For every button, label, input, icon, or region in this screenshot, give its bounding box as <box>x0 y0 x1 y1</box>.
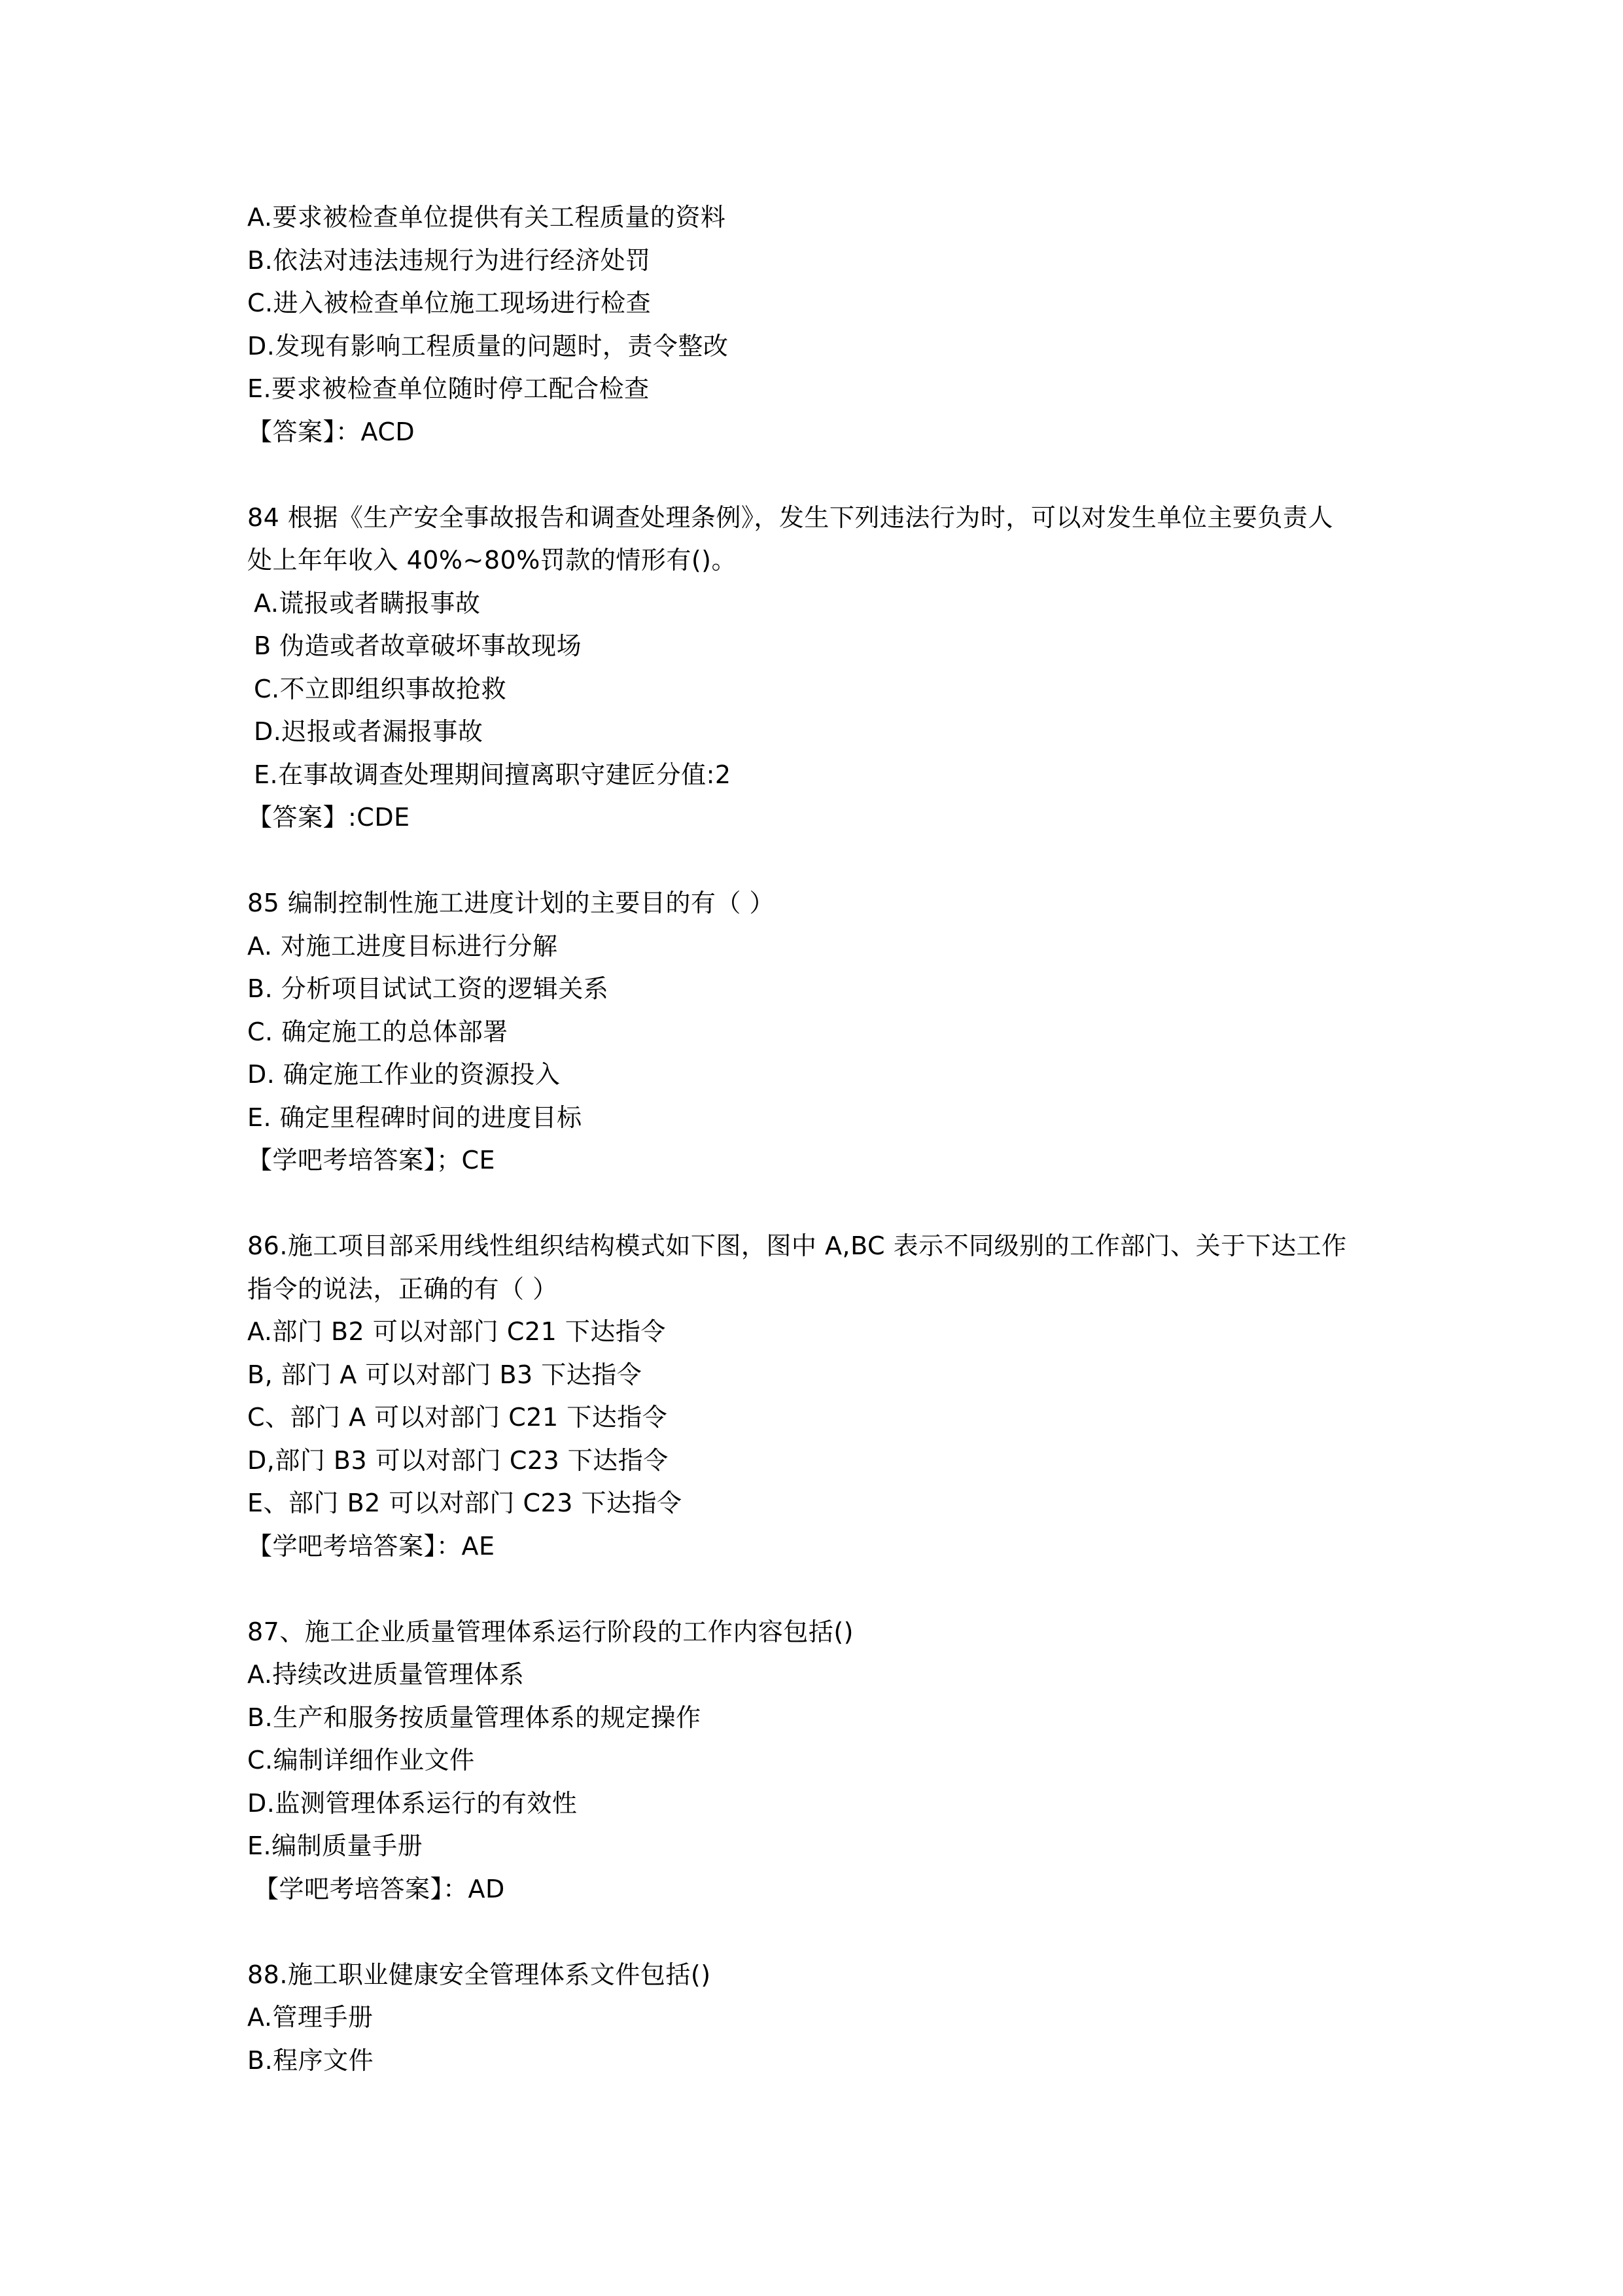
question-block <box>247 882 1412 1182</box>
text-line: 【答案】:CDE <box>247 803 410 832</box>
text-line: D,部门 B3 可以对部门 C23 下达指令 <box>247 1445 669 1475</box>
text-line: E、部门 B2 可以对部门 C23 下达指令 <box>247 1489 682 1517</box>
text-line: B 伪造或者故章破坏事故现场 <box>254 631 582 660</box>
text-line: C、部门 A 可以对部门 C21 下达指令 <box>247 1403 668 1432</box>
text-line: C.编制详细作业文件 <box>247 1746 475 1775</box>
text-line: B, 部门 A 可以对部门 B3 下达指令 <box>247 1360 642 1389</box>
question-block <box>247 196 1412 453</box>
text-line: E.要求被检查单位随时停工配合检查 <box>247 374 650 403</box>
text-line: C.进入被检查单位施工现场进行检查 <box>247 289 652 317</box>
text-line: 87、施工企业质量管理体系运行阶段的工作内容包括() <box>247 1617 854 1646</box>
text-line: E.编制质量手册 <box>247 1831 423 1860</box>
question-block <box>247 1954 1412 2083</box>
text-line: A.持续改进质量管理体系 <box>247 1660 525 1689</box>
text-line: C.不立即组织事故抢救 <box>254 674 507 703</box>
text-line: 86.施工项目部采用线性组织结构模式如下图，图中 A,BC 表示不同级别的工作部门、关于下达工作 <box>247 1231 1347 1260</box>
text-line: D.迟报或者漏报事故 <box>254 717 483 746</box>
text-line: B.依法对违法违规行为进行经济处罚 <box>247 245 651 275</box>
text-line: E.在事故调查处理期间擅离职守建匠分值:2 <box>254 760 731 789</box>
question-block <box>247 1225 1412 1568</box>
text-line: 【学吧考培答案】；CE <box>247 1146 496 1174</box>
text-line: A.谎报或者瞒报事故 <box>254 588 481 618</box>
text-line: 85 编制控制性施工进度计划的主要目的有（ ） <box>247 889 775 917</box>
block-gap <box>247 839 1412 883</box>
block-gap <box>247 1568 1412 1611</box>
text-line: A.要求被检查单位提供有关工程质量的资料 <box>247 203 726 232</box>
text-line: 【答案】：ACD <box>247 417 415 446</box>
text-line: B. 分析项目试试工资的逻辑关系 <box>247 974 609 1003</box>
text-line: 指令的说法，正确的有（ ） <box>247 1274 558 1303</box>
text-line: D.监测管理体系运行的有效性 <box>247 1788 578 1818</box>
text-line: D.发现有影响工程质量的问题时，责令整改 <box>247 331 729 361</box>
text-line: 84 根据《生产安全事故报告和调查处理条例》，发生下列违法行为时，可以对发生单位主要负责人 <box>247 503 1333 532</box>
text-line: E. 确定里程碑时间的进度目标 <box>247 1103 582 1132</box>
text-line: 88.施工职业健康安全管理体系文件包括() <box>247 1960 711 1989</box>
block-gap <box>247 1182 1412 1226</box>
text-line: D. 确定施工作业的资源投入 <box>247 1060 561 1089</box>
question-block <box>247 497 1412 839</box>
block-gap <box>247 1911 1412 1954</box>
text-line: 【学吧考培答案】：AD <box>254 1874 505 1903</box>
text-line: 【学吧考培答案】：AE <box>247 1531 495 1561</box>
text-line: B.程序文件 <box>247 2045 374 2075</box>
document-page <box>247 196 1412 2082</box>
text-line: C. 确定施工的总体部署 <box>247 1017 508 1046</box>
text-line: A.管理手册 <box>247 2003 374 2032</box>
question-block <box>247 1611 1412 1911</box>
text-line: A.部门 B2 可以对部门 C21 下达指令 <box>247 1317 666 1346</box>
text-line: A. 对施工进度目标进行分解 <box>247 931 558 961</box>
text-line: B.生产和服务按质量管理体系的规定操作 <box>247 1703 701 1732</box>
block-gap <box>247 453 1412 497</box>
text-line: 处上年年收入 40%~80%罚款的情形有()。 <box>247 546 737 574</box>
